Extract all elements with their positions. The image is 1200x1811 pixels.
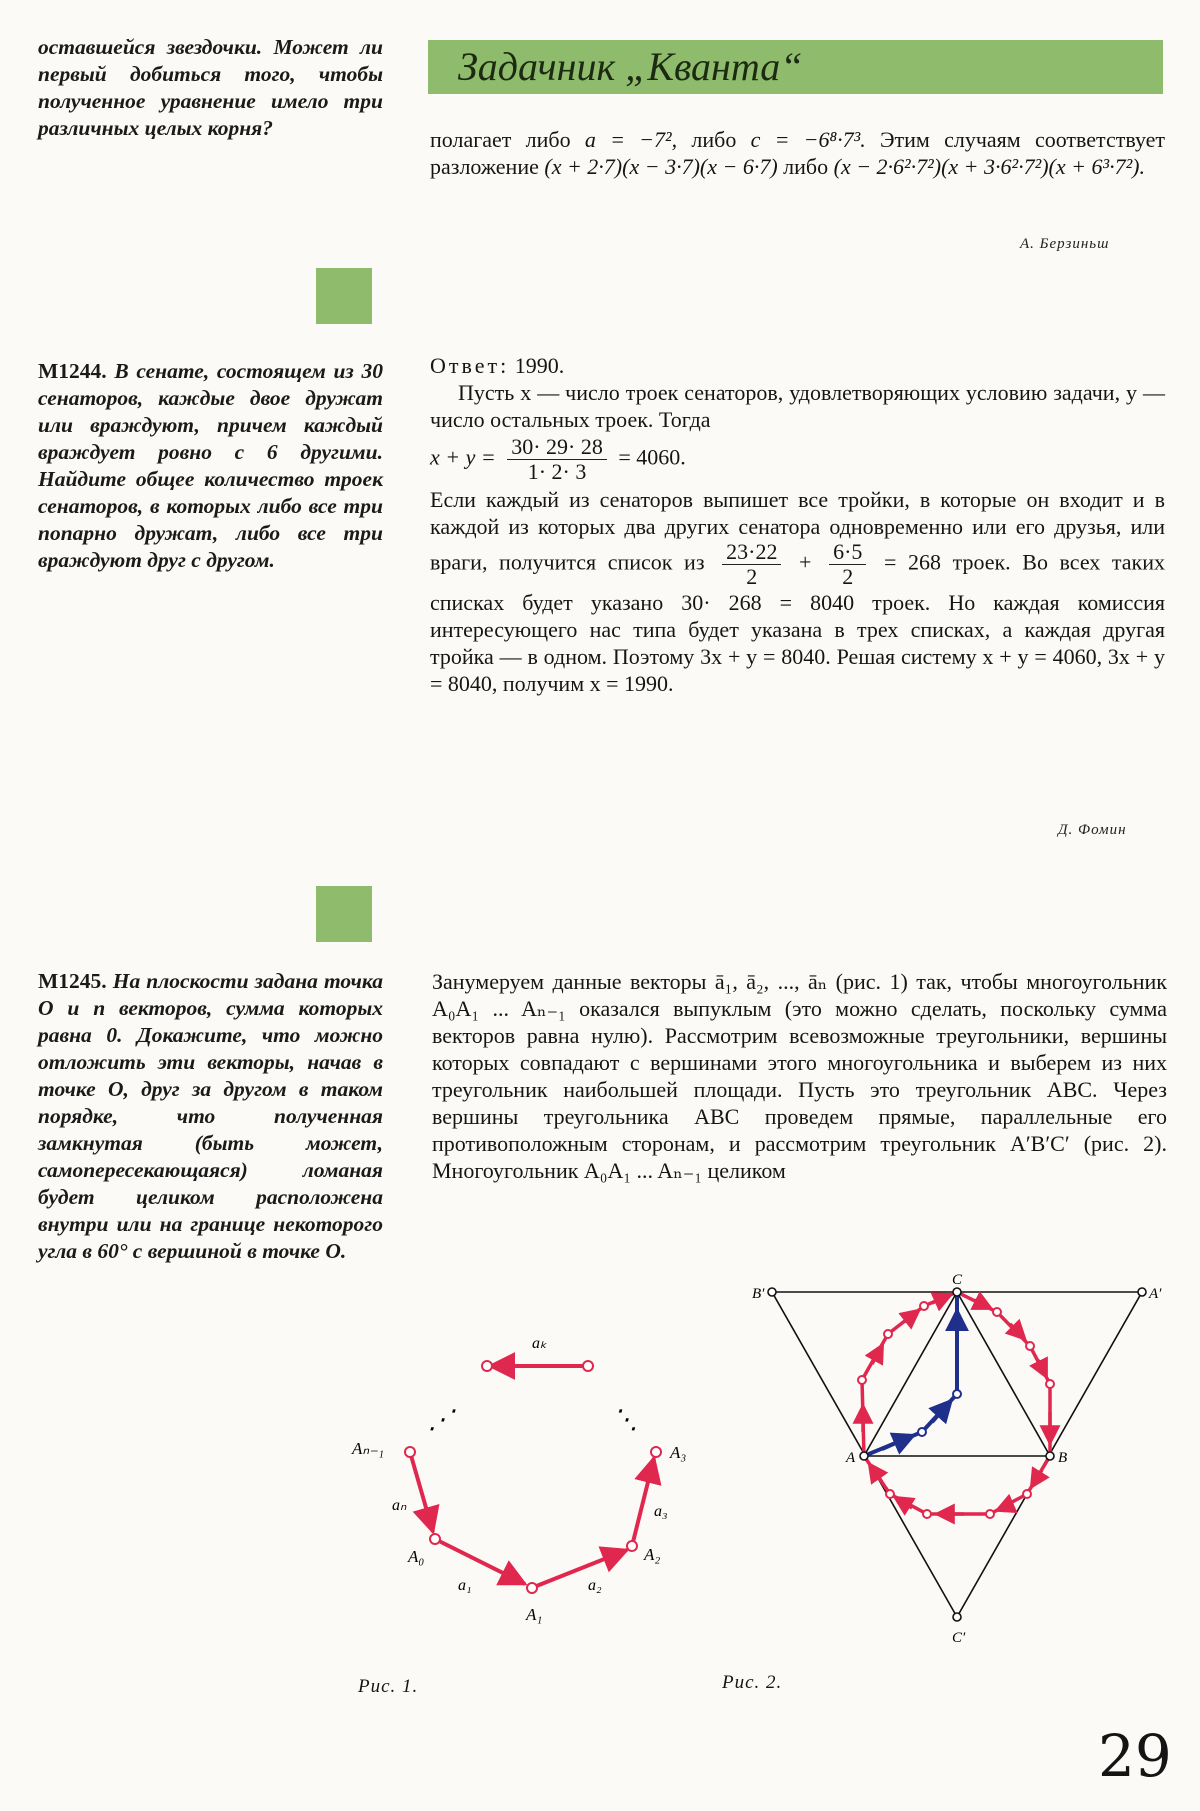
fig2-arrow-9 xyxy=(1032,1470,1042,1486)
section-marker-1 xyxy=(316,268,372,324)
fig1-vector-a3 xyxy=(632,1458,654,1546)
m1244-p2: Если каждый из сенаторов выпишет все тройки, в которые он входит и в каждой из которых два других сенатора одновременно или его друзья, или враги, получится список из xyxy=(430,487,1165,575)
fig1-vector-a1 xyxy=(435,1539,525,1584)
prev-problem-statement-text: оставшейся звездочки. Может ли первый добиться того, чтобы полученное уравнение имело три различных целых корня? xyxy=(38,35,383,140)
m1244-eq-lhs: x + y = xyxy=(430,444,496,470)
prev-problem-solution xyxy=(430,126,1165,180)
fig2-label-c: C xyxy=(952,1272,963,1288)
prev-problem-statement xyxy=(38,34,383,142)
m1244-frac3-den: 2 xyxy=(842,564,854,589)
prev-sol-t1: полагает либо xyxy=(430,127,571,152)
fig2-label-c-prime: C′ xyxy=(952,1630,966,1646)
fig2-blue-arrow-2 xyxy=(932,1402,950,1422)
fig2-arrow-7 xyxy=(1038,1360,1046,1376)
m1244-answer-label: Ответ: xyxy=(430,353,510,378)
fig1-vertex-a1 xyxy=(527,1583,537,1593)
m1244-statement-text: В сенате, состоящем из 30 сенаторов, каждые двое дружат или враждуют, причем каждый враждует ровно с 6 другими. Найдите общее количество троек сенаторов, в которых либо все три попарно дружат, либо все три враждуют друг с другом. xyxy=(38,359,383,572)
fig1-label-a2: A₂ xyxy=(644,1545,661,1564)
m1245-statement xyxy=(38,968,383,1265)
fig1-label-ak: aₖ xyxy=(532,1335,547,1352)
fig2-label-a: A xyxy=(846,1450,856,1466)
prev-sol-t2: либо xyxy=(691,127,737,152)
fig1-label-a1: A₁ xyxy=(526,1605,543,1624)
m1244-eq-rhs: = 4060. xyxy=(618,444,686,470)
fig2-arrow-4 xyxy=(932,1295,950,1303)
fig1-label-a0: A₀ xyxy=(408,1547,425,1566)
fig1-vector-a2 xyxy=(534,1550,627,1587)
fig2-blue-arrow-1 xyxy=(882,1436,912,1449)
fig1-label-an: aₙ xyxy=(392,1497,407,1514)
m1244-answer-value: 1990. xyxy=(514,353,565,378)
m1244-plus: + xyxy=(799,549,812,575)
fig2-arrow-2 xyxy=(872,1346,882,1364)
fig1-vertex-a3 xyxy=(651,1447,661,1457)
m1244-frac1-den: 1· 2· 3 xyxy=(527,459,587,484)
fig1-label-an-1: Aₙ₋₁ xyxy=(352,1439,385,1458)
m1244-frac1 xyxy=(507,435,607,484)
fig2-label-a-prime: A′ xyxy=(1149,1286,1162,1302)
fig1-label-a2-vec: a₂ xyxy=(588,1577,602,1594)
banner-logo xyxy=(428,40,1163,94)
fig2-arrow-3 xyxy=(904,1311,918,1322)
fig1-caption: Рис. 1. xyxy=(358,1676,419,1697)
fig1-vertex-a2 xyxy=(627,1541,637,1551)
fig2-caption: Рис. 2. xyxy=(722,1672,783,1693)
header-banner xyxy=(428,40,1163,94)
page-number: 29 xyxy=(1098,1722,1172,1790)
m1244-frac1-num: 30· 29· 28 xyxy=(507,435,607,460)
fig1-vertex-ak-start xyxy=(583,1361,593,1371)
m1244-frac2-den: 2 xyxy=(746,564,758,589)
m1244-p1: Пусть x — число троек сенаторов, удовлетворяющих условию задачи, y — число остальных троек. Тогда xyxy=(430,380,1165,432)
fig1-label-a3-vec: a₃ xyxy=(654,1503,668,1520)
prev-sol-eq3: (x + 2·7)(x − 3·7)(x − 6·7) xyxy=(544,154,778,179)
fig1-label-a3: A₃ xyxy=(670,1443,687,1462)
fig2-label-b: B xyxy=(1058,1450,1068,1466)
m1244-p3: = 268 троек. Во всех таких списках будет указано 30· 268 = 8040 троек. Но каждая комиссия интересующего нас типа будет указана в трех списках, а каждая другая тройка — в одном. Поэтому 3x + y = 8040. Решая систему x + y = 4060, 3x + y = 8040, получим x = 1990. xyxy=(430,549,1166,696)
m1245-statement-text: На плоскости задана точка O и n векторов, сумма которых равна 0. Докажите, что можно отложить эти векторы, начав в точке O, друг за другом в таком порядке, что полученная замкнутая (быть может, самопересекающаяся) ломаная будет целиком расположена внутри или на границе некоторого угла в 60° с вершиной в точке O. xyxy=(38,969,383,1263)
prev-sol-t4: либо xyxy=(783,154,829,179)
fig2-arrow-13 xyxy=(870,1465,882,1482)
section-marker-2 xyxy=(316,886,372,942)
m1245-code: М1245. xyxy=(38,969,107,993)
m1245-solution-text: Занумеруем данные векторы ā₁, ā₂, ..., āₙ (рис. 1) так, чтобы многоугольник A₀A₁ ... Aₙ₋₁ оказался выпуклым (это можно сделать, поскольку сумма векторов равна нулю). Рассмотрим всевозможные треугольники, вершины которых совпадают с вершинами этого многоугольника и выберем из них треугольник наибольшей площади. Пусть это треугольник ABC. Через вершины треугольника ABC проведем прямые, параллельные его противоположным сторонам, и рассмотрим треугольник A′B′C′ (рис. 2). Многоугольник A₀A₁ ... Aₙ₋₁ целиком xyxy=(432,969,1167,1183)
m1245-solution xyxy=(432,968,1167,1184)
prev-problem-author: А. Берзиньш xyxy=(1020,236,1110,252)
fig1-vector-an xyxy=(410,1452,433,1532)
m1244-frac2 xyxy=(722,540,781,589)
fig1-vertex-ak-end xyxy=(482,1361,492,1371)
fig2-arrow-5 xyxy=(974,1300,990,1308)
fig2-arrow-6 xyxy=(1010,1324,1024,1338)
figure-2 xyxy=(742,1272,1182,1672)
m1244-answer-line xyxy=(430,352,1165,379)
banner-title: Задачник „Кванта“ xyxy=(458,44,803,89)
fig1-vertex-a0 xyxy=(430,1534,440,1544)
prev-sol-t3: Этим случаям соответствует разложение xyxy=(430,127,1166,179)
m1244-author: Д. Фомин xyxy=(1058,822,1127,838)
fig1-dots-left: ⋰ xyxy=(428,1405,454,1434)
m1244-equation-line xyxy=(430,435,1165,484)
m1244-frac3 xyxy=(829,540,866,589)
prev-sol-eq1: a = −7², xyxy=(584,127,678,152)
m1244-frac2-num: 23·22 xyxy=(722,540,781,565)
m1244-solution xyxy=(430,352,1165,697)
fig1-vertex-an-1 xyxy=(405,1447,415,1457)
fig2-label-b-prime: B′ xyxy=(752,1286,765,1302)
prev-sol-eq2: c = −6⁸·7³. xyxy=(750,127,866,152)
m1244-code: М1244. xyxy=(38,359,107,383)
m1244-statement xyxy=(38,358,383,574)
fig1-dots-right: ⋱ xyxy=(612,1405,638,1434)
prev-sol-eq4: (x − 2·6²·7²)(x + 3·6²·7²)(x + 6³·7²). xyxy=(833,154,1145,179)
figure-1 xyxy=(330,1320,750,1660)
fig1-label-a1-vec: a₁ xyxy=(458,1577,472,1594)
m1244-frac3-num: 6·5 xyxy=(829,540,866,565)
m1244-p2-block xyxy=(430,486,1165,697)
